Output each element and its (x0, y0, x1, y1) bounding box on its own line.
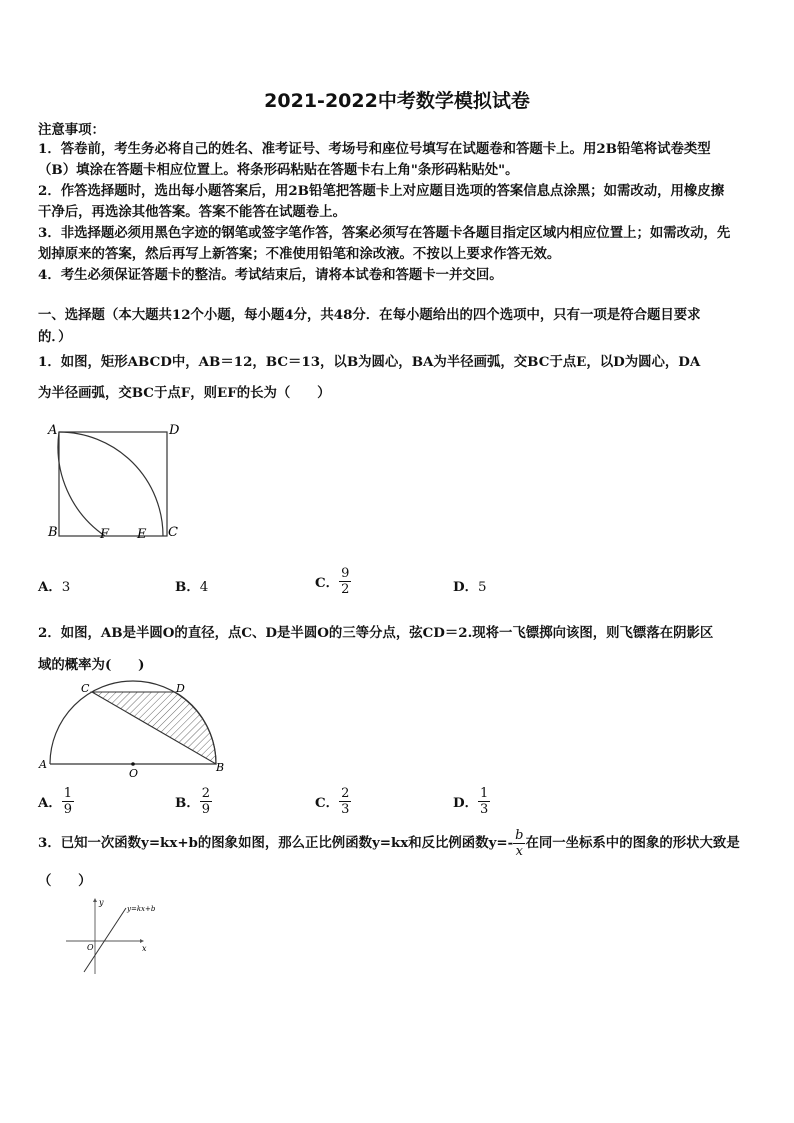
q3-text (38, 828, 740, 859)
frac-num: b (515, 828, 524, 843)
y-axis-arrow (93, 898, 97, 902)
notice-line: 3．非选择题必须用黑色字迹的钢笔或签字笔作答，答案必须写在答题卡各题目指定区域内相应位置上；如需改动，先 (38, 225, 731, 241)
label-b: B (216, 761, 225, 774)
frac-den: 9 (63, 802, 73, 817)
notice-line: 1．答卷前，考生务必将自己的姓名、准考证号、考场号和座位号填写在试题卷和答题卡上。用2B铅笔将试卷类型 (38, 141, 711, 157)
label-o: O (129, 767, 139, 780)
notice-line: 4．考生必须保证答题卡的整洁。考试结束后，请将本试卷和答题卡一并交回。 (38, 267, 503, 283)
arc-b-center (59, 432, 163, 536)
section-heading: 一、选择题（本大题共12个小题，每小题4分，共48分．在每小题给出的四个选项中，只有一项是符合题目要求 (38, 307, 701, 323)
q1-option-b[interactable] (175, 576, 208, 595)
page-title: 2021-2022中考数学模拟试卷 (264, 90, 530, 112)
q1-text-cont: 为半径画弧，交BC于点F，则EF的长为（ ） (38, 385, 331, 401)
label-y: y (99, 898, 104, 907)
label-d: D (176, 682, 185, 695)
option-label: A． (38, 579, 62, 595)
option-label: D． (453, 579, 479, 595)
q2-option-a[interactable] (38, 786, 74, 817)
frac-num: 1 (480, 786, 489, 801)
q2-text: 2．如图，AB是半圆O的直径，点C、D是半圆O的三等分点，弦CD＝2.现将一飞镖掷向该图，则飞镖落在阴影区 (38, 625, 714, 641)
frac-den: 3 (341, 802, 350, 817)
q2-option-d[interactable] (453, 786, 490, 817)
notice-line: 划掉原来的答案，然后再写上新答案；不准使用铅笔和涂改液。不按以上要求作答无效。 (38, 246, 561, 262)
notice-line: 2．作答选择题时，选出每小题答案后，用2B铅笔把答题卡上对应题目选项的答案信息点涂黑；如需改动，用橡皮擦 (38, 183, 725, 199)
option-label: C． (315, 795, 340, 811)
q2-semicircle-figure (36, 680, 231, 780)
frac-den: 3 (480, 802, 489, 817)
q3-text-pre: 3．已知一次函数y=kx+b的图象如图，那么正比例函数y=kx和反比例函数y=- (38, 835, 514, 851)
option-label: B． (175, 795, 200, 811)
option-label: B． (175, 579, 200, 595)
label-b: B (48, 525, 58, 540)
label-f: F (100, 527, 110, 542)
notice-heading: 注意事项： (38, 122, 105, 138)
q1-option-d[interactable] (453, 576, 487, 595)
frac-den: 9 (201, 802, 210, 817)
option-value: 4 (199, 580, 209, 595)
label-e: E (137, 527, 147, 542)
frac-num: 1 (63, 786, 73, 801)
q1-option-a[interactable] (38, 576, 70, 595)
frac-den: 2 (341, 582, 350, 597)
arc-d-center (58, 432, 105, 536)
notice-line: （B）填涂在答题卡相应位置上。将条形码粘贴在答题卡右上角"条形码粘贴处"。 (38, 162, 519, 178)
line-kx-plus-b (84, 908, 126, 972)
option-label: D． (453, 795, 479, 811)
frac-den: x (515, 844, 523, 859)
frac-num: 2 (201, 786, 210, 801)
notice-line: 干净后，再选涂其他答案。答案不能答在试题卷上。 (38, 204, 346, 220)
label-c: C (168, 525, 178, 540)
frac-num: 2 (341, 786, 350, 801)
section-heading-cont: 的．） (38, 329, 72, 345)
shaded-region (92, 692, 216, 764)
q1-option-c[interactable] (315, 566, 351, 597)
center-o-dot (131, 762, 135, 766)
q2-option-b[interactable] (175, 786, 212, 817)
option-value: 5 (478, 580, 487, 595)
label-d: D (169, 423, 180, 438)
frac-num: 9 (341, 566, 350, 581)
label-c: C (81, 682, 90, 695)
label-a: A (48, 423, 58, 438)
q2-option-c[interactable] (315, 786, 351, 817)
option-value: 3 (61, 580, 71, 595)
label-line: y=kx+b (127, 905, 156, 913)
q2-text-cont: 域的概率为( ) (38, 657, 145, 673)
option-label: C． (315, 575, 340, 591)
label-a: A (39, 758, 47, 771)
q1-rectangle-figure (42, 418, 192, 546)
label-o: O (87, 943, 94, 952)
label-x: x (142, 944, 147, 953)
option-label: A． (38, 795, 62, 811)
q3-text-post: 在同一坐标系中的图象的形状大致是 (525, 835, 740, 851)
q3-linear-graph (62, 896, 172, 976)
q1-text: 1．如图，矩形ABCD中，AB＝12，BC＝13，以B为圆心，BA为半径画弧，交BC于点E，以D为圆心，DA (38, 354, 701, 370)
x-axis-arrow (140, 939, 144, 943)
q3-text-cont: （ ） (38, 873, 92, 889)
